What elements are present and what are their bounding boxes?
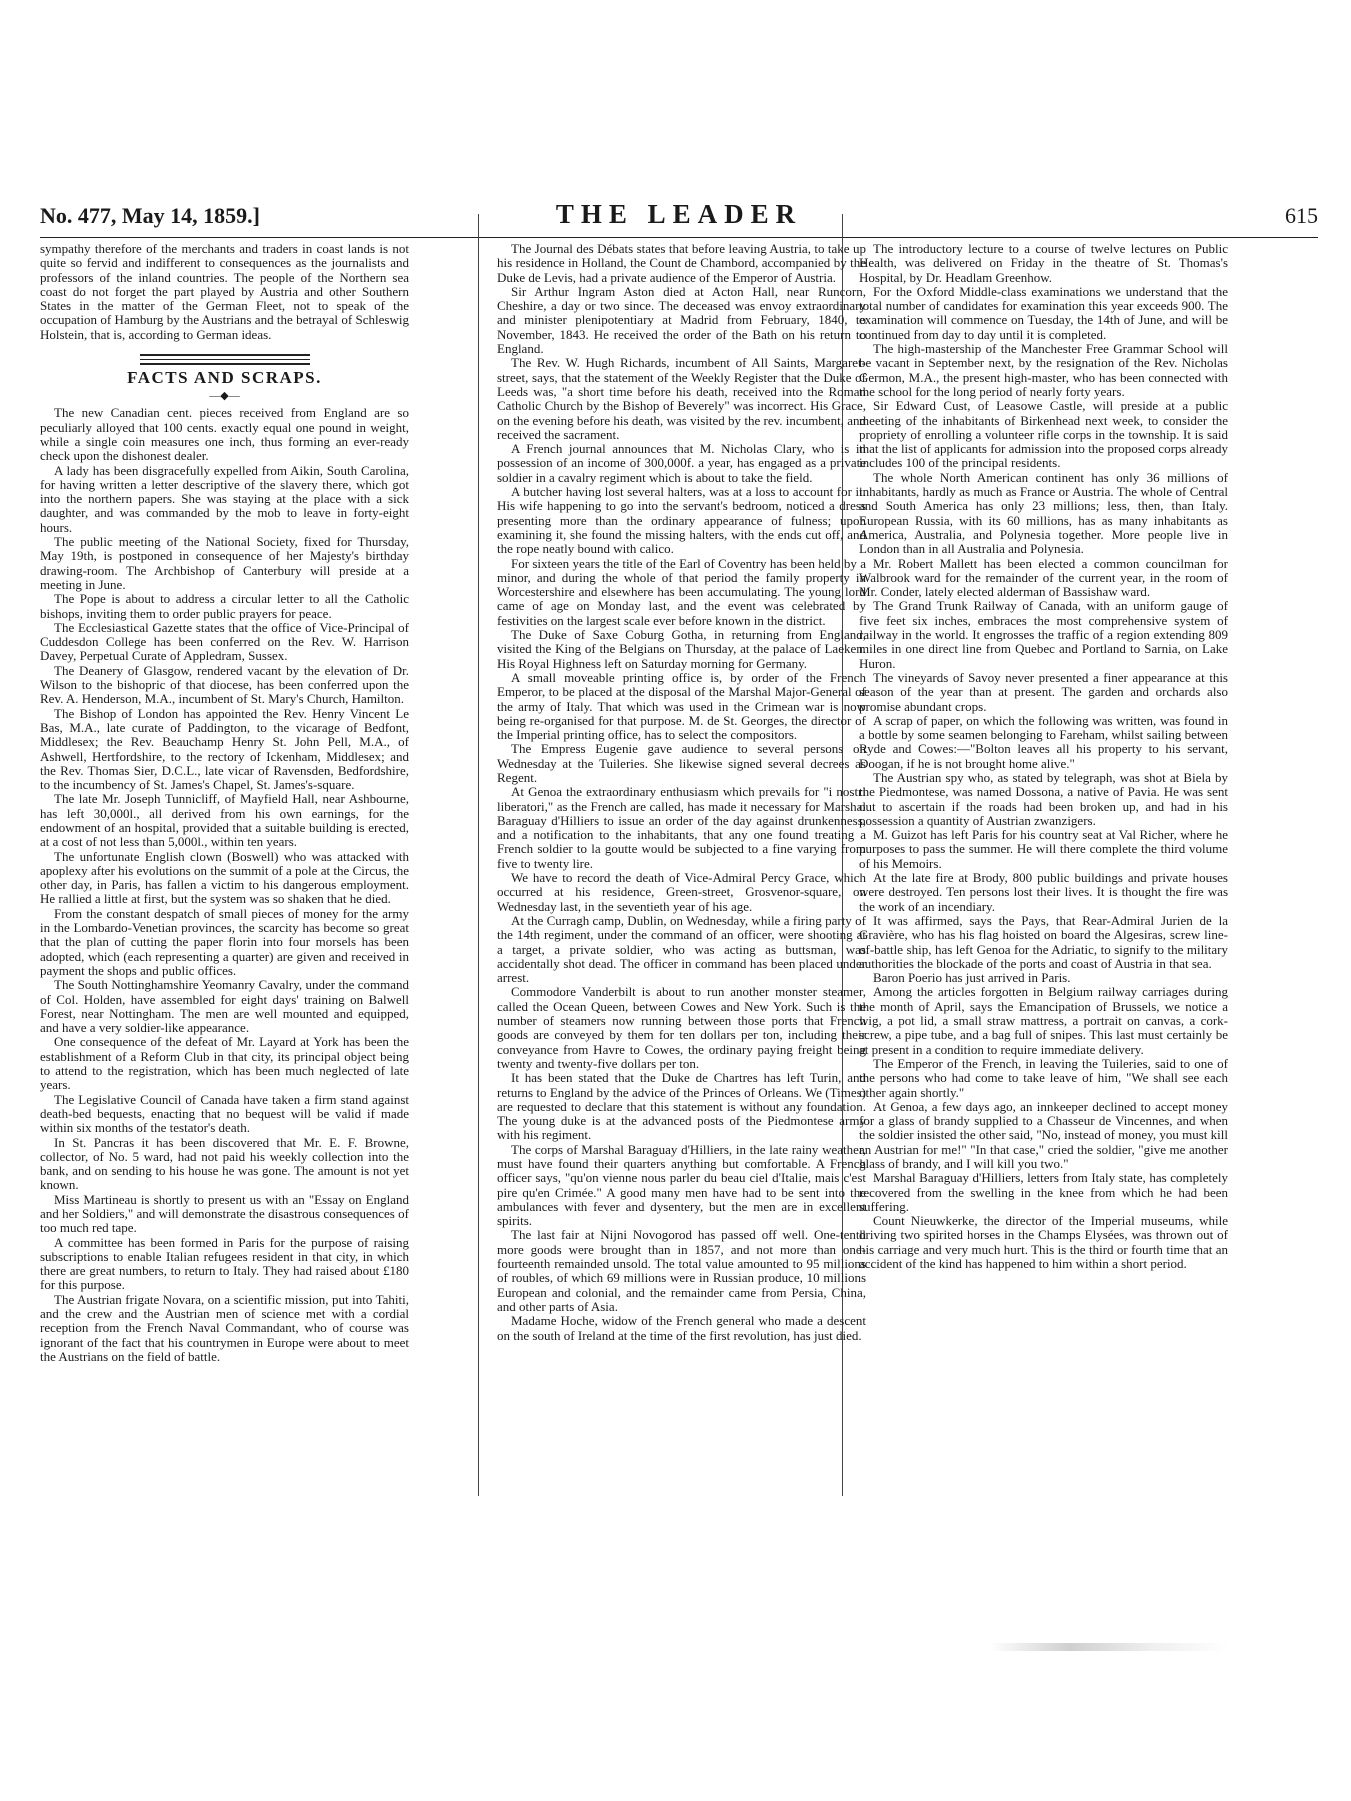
column-1 <box>40 242 409 1524</box>
article-paragraph: A butcher having lost several halters, was at a loss to account for it. His wife happening to go into the servant's bedroom, noticed a dress presenting more than the ordinary appearance of fulness; upon examining it, she found the missing halters, with the ends cut off, and the rope neatly bound with calico. <box>497 484 866 557</box>
article-paragraph: For the Oxford Middle-class examinations we understand that the total number of candidates for examination this year exceeds 900. The examination will commence on Tuesday, the 14th of June, and will be continued from day to day until it is completed. <box>859 283 1228 342</box>
article-paragraph: The Austrian frigate Novara, on a scientific mission, put into Tahiti, and the crew and the Austrian men of science met with a cordial reception from the French Naval Commandant, who of course was ignorant of the fact that his countrymen in Europe were about to meet the Austrians on the field of battle. <box>40 1291 409 1364</box>
article-paragraph: The South Nottinghamshire Yeomanry Cavalry, under the command of Col. Holden, have assembled for eight days' training on Balwell Forest, near Nottingham. The men are well mounted and equipped, and have a very soldier-like appearance. <box>40 977 409 1036</box>
article-paragraph: A lady has been disgracefully expelled from Aikin, South Carolina, for having written a letter descriptive of the slavery there, which got into the northern papers. She was staying at the place with a sick daughter, and was commanded by the mob to leave in forty-eight hours. <box>40 462 409 535</box>
article-paragraph: The corps of Marshal Baraguay d'Hilliers, in the late rainy weather, must have found their quarters anything but comfortable. A French officer says, "qu'on vienne nous parler du beau ciel d'Italie, mais c'est pire qu'en Crimée." A good many men have had to be sent into the ambulances with fever and dysentery, but the men are in excellent spirits. <box>497 1141 866 1229</box>
ornamental-dash: ―◆― <box>209 390 240 403</box>
article-paragraph: The high-mastership of the Manchester Free Grammar School will be vacant in September next, by the resignation of the Rev. Nicholas Germon, M.A., the present high-master, who has been connected with the school for the long period of nearly forty years. <box>859 341 1228 399</box>
section-title: FACTS AND SCRAPS. <box>127 368 322 388</box>
article-paragraph: The Journal des Débats states that before leaving Austria, to take up his residence in Holland, the Count de Chambord, accompanied by the Duke de Levis, had a private audience of the Emperor of Austria. <box>497 242 866 285</box>
article-paragraph: The new Canadian cent. pieces received from England are so peculiarly alloyed that 100 cents. exactly equal one pound in weight, while a single coin measures one inch, thus forming an ever-ready check upon the dishonest dealer. <box>40 405 409 464</box>
article-paragraph: The introductory lecture to a course of twelve lectures on Public Health, was delivered on Friday in the theatre of St. Thomas's Hospital, by Dr. Headlam Greenhow. <box>859 242 1228 285</box>
issue-date: No. 477, May 14, 1859.] <box>40 203 260 228</box>
article-paragraph: Marshal Baraguay d'Hilliers, letters from Italy state, has completely recovered from the swelling in the knee from which he had been suffering. <box>859 1170 1228 1214</box>
article-paragraph: Among the articles forgotten in Belgium railway carriages during the month of April, says the Emancipation of Brussels, we notice a wig, a pot lid, a small straw mattress, a portrait on canvas, a cork-screw, a pipe tube, and a bag full of snipes. This last must certainly be at present in a condition to require immediate delivery. <box>859 984 1228 1057</box>
article-paragraph: A committee has been formed in Paris for the purpose of raising subscriptions to enable Italian refugees resident in that city, in which there are great numbers, to return to Italy. They had raised about £180 for this purpose. <box>40 1234 409 1293</box>
article-paragraph: Sir Arthur Ingram Aston died at Acton Hall, near Runcorn, Cheshire, a day or two since. The deceased was envoy extraordinary and minister plenipotentiary at Madrid from February, 1840, to November, 1843. He received the order of the Bath on his return to England. <box>497 283 866 357</box>
article-paragraph: At Genoa the extraordinary enthusiasm which prevails for "i nostri liberatori," as the French are called, has made it necessary for Marshal Baraguay d'Hilliers to issue an order of the day against drunkenness, and a notification to the inhabitants, that any one found treating a French soldier to la goutte would be subjected to a fine varying from five to twenty lire. <box>497 784 866 871</box>
article-paragraph: At Genoa, a few days ago, an innkeeper declined to accept money for a glass of brandy supplied to a Chasseur de Vincennes, and when the soldier insisted the other said, "No, instead of money, you must kill an Austrian for me!" "In that case," cried the soldier, "give me another glass of brandy, and I will kill you two." <box>859 1098 1228 1171</box>
article-paragraph: The Empress Eugenie gave audience to several persons on Wednesday at the Tuileries. She likewise signed several decrees as Regent. <box>497 741 866 785</box>
article-paragraph: It was affirmed, says the Pays, that Rear-Admiral Jurien de la Gravière, who has his flag hoisted on board the Algesiras, screw line-of-battle ship, has left Genoa for the Adriatic, to signify to the military authorities the blockade of the ports and coast of Austria in that sea. <box>859 912 1228 971</box>
article-paragraph: We have to record the death of Vice-Admiral Percy Grace, which occurred at his residence, Green-street, Grosvenor-square, on Wednesday last, in the seventieth year of his age. <box>497 870 866 914</box>
article-paragraph: A French journal announces that M. Nicholas Clary, who is in possession of an income of 300,000f. a year, has engaged as a private soldier in a cavalry regiment which is about to take the field. <box>497 441 866 485</box>
article-paragraph: The Deanery of Glasgow, rendered vacant by the elevation of Dr. Wilson to the bishopric of that diocese, has been conferred upon the Rev. A. Henderson, M.A., incumbent of St. Mary's Church, Hamilton. <box>40 662 409 707</box>
article-paragraph: The Bishop of London has appointed the Rev. Henry Vincent Le Bas, M.A., late curate of Paddington, to the vicarage of Bedfont, Middlesex; the Rev. Beauchamp Henry St. John Pell, M.A., of Ashwell, Hertfordshire, to the rectory of Ickenham, Middlesex; and the Rev. Thomas Sier, D.C.L., late vicar of Ravensden, Bedfordshire, to the incumbency of St. James's Chapel, St. James's-square. <box>40 705 409 793</box>
article-paragraph: Baron Poerio has just arrived in Paris. <box>873 970 1071 986</box>
scan-smudge <box>990 1643 1230 1651</box>
article-paragraph: M. Guizot has left Paris for his country seat at Val Richer, where he purposes to pass the summer. He will there complete the third volume of his Memoirs. <box>859 827 1228 871</box>
header-rule <box>40 237 1318 238</box>
article-paragraph: In St. Pancras it has been discovered that Mr. E. F. Browne, collector, of No. 5 ward, had not paid his weekly collection into the bank, and on sending to his house he was gone. The amount is not yet known. <box>40 1134 409 1193</box>
article-paragraph: A small moveable printing office is, by order of the French Emperor, to be placed at the disposal of the Marshal Major-General of the army of Italy. That which was used in the Crimean war is now being re-organised for that purpose. M. de St. Georges, the director of the Imperial printing office, has to select the compositors. <box>497 669 866 743</box>
article-paragraph: One consequence of the defeat of Mr. Layard at York has been the establishment of a Reform Club in that city, its principal object being to attend to the registration, which has been much neglected of late years. <box>40 1034 409 1093</box>
article-paragraph: At the Curragh camp, Dublin, on Wednesday, while a firing party of the 14th regiment, under the command of an officer, were shooting at a target, a private soldier, who was acting as buttsman, was accidentally shot dead. The officer in command has been placed under arrest. <box>497 912 866 986</box>
article-paragraph: The whole North American continent has only 36 millions of inhabitants, hardly as much as France or Austria. The whole of Central and South America has only 23 millions; less, then, than Italy. European Russia, with its 60 millions, has as many inhabitants as America, Australia, and Polynesia together. More people live in London than in all Australia and Polynesia. <box>859 469 1228 557</box>
article-paragraph: The late Mr. Joseph Tunnicliff, of Mayfield Hall, near Ashbourne, has left 30,000l., all derived from his own earnings, for the endowment of an hospital, provided that a suitable building is erected, at a cost of not less than 5,000l., within ten years. <box>40 791 409 850</box>
article-paragraph: The Duke of Saxe Coburg Gotha, in returning from England, visited the King of the Belgians on Thursday, at the palace of Laeken. His Royal Highness left on Saturday morning for Germany. <box>497 627 866 671</box>
article-paragraph: Sir Edward Cust, of Leasowe Castle, will preside at a public meeting of the inhabitants of Birkenhead next week, to consider the propriety of enrolling a volunteer rifle corps in the township. It is said that the list of applicants for admission into the proposed corps already includes 100 of the principal residents. <box>859 398 1228 471</box>
article-paragraph: The Ecclesiastical Gazette states that the office of Vice-Principal of Cuddesdon College has been conferred on the Rev. W. Harrison Davey, Perpetual Curate of Appledram, Sussex. <box>40 619 409 664</box>
article-paragraph: A scrap of paper, on which the following was written, was found in a bottle by some seamen belonging to Fareham, whilst sailing between Ryde and Cowes:—"Bolton leaves all his property to his servant, Doogan, if he is not brought home alive." <box>859 712 1228 771</box>
article-paragraph: For sixteen years the title of the Earl of Coventry has been held by a minor, and during the whole of that period the family property in Worcestershire and elsewhere has been accumulating. The young lord came of age on Monday last, and the event was celebrated by festivities on the largest scale ever before known in the district. <box>497 555 866 628</box>
article-paragraph: From the constant despatch of small pieces of money for the army in the Lombardo-Venetian provinces, the scarcity has become so great that the plan of cutting the paper florin into four morsels has been adopted, which (each representing a quarter) are given and received in payment the shops and public offices. <box>40 905 409 978</box>
article-paragraph: Count Nieuwkerke, the director of the Imperial museums, while driving two spirited horses in the Champs Elysées, was thrown out of his carriage and very much hurt. This is the third or fourth time that an accident of the kind has happened to him within a short period. <box>859 1213 1228 1272</box>
column-divider <box>478 214 479 1496</box>
article-paragraph: The Rev. W. Hugh Richards, incumbent of All Saints, Margaret-street, says, that the statement of the Weekly Register that the Duke of Leeds was, "a short time before his death, received into the Roman Catholic Church by the Bishop of Beverely" was incorrect. His Grace, on the evening before his death, was visited by the rev. incumbent, and received the sacrament. <box>497 355 866 442</box>
article-paragraph: At the late fire at Brody, 800 public buildings and private houses were destroyed. Ten persons lost their lives. It is thought the fire was the work of an incendiary. <box>859 870 1228 914</box>
article-paragraph: The public meeting of the National Society, fixed for Thursday, May 19th, is postponed in consequence of her Majesty's birthday drawing-room. The Archbishop of Canterbury will preside at a meeting in June. <box>40 534 409 592</box>
article-paragraph: Commodore Vanderbilt is about to run another monster steamer, called the Ocean Queen, between Cowes and New York. Such is the number of steamers now running between those ports that French goods are conveyed by them for ten dollars per ton, including their conveyance from Havre to Cowes, the ordinary paying freight being twenty and twenty-five dollars per ton. <box>497 984 866 1071</box>
masthead-title: THE LEADER <box>555 199 803 229</box>
article-paragraph: The Grand Trunk Railway of Canada, with an uniform gauge of five feet six inches, embraces the most comprehensive system of railway in the world. It engrosses the traffic of a region extending 809 miles in one direct line from Quebec and Portland to Sarnia, on Lake Huron. <box>859 598 1228 671</box>
article-paragraph: The unfortunate English clown (Boswell) who was attacked with apoplexy after his evolutions on the summit of a pole at the Circus, the other day, in Paris, has fallen a victim to his dangerous employment. He rallied a little at first, but the system was so shaken that he died. <box>40 848 409 907</box>
column-3 <box>859 242 1228 1524</box>
article-paragraph: The last fair at Nijni Novogorod has passed off well. One-tenth more goods were brought than in 1857, and not more than one-fourteenth remainded unsold. The total value amounted to 95 millions of roubles, of which 69 millions were in Russian produce, 10 millions European and colonial, and the remainder came from Persia, China, and other parts of Asia. <box>497 1227 866 1314</box>
article-paragraph: The Legislative Council of Canada have taken a firm stand against death-bed bequests, enacting that no bequest will be valid if made within six months of the testator's death. <box>40 1091 409 1136</box>
section-ornament-rule <box>140 354 310 365</box>
article-paragraph: The vineyards of Savoy never presented a finer appearance at this season of the year than at present. The garden and orchards also promise abundant crops. <box>859 669 1228 714</box>
article-paragraph: Madame Hoche, widow of the French general who made a descent on the south of Ireland at the time of the first revolution, has just died. <box>497 1313 866 1343</box>
page-header <box>40 195 1318 235</box>
article-paragraph: The Austrian spy who, as stated by telegraph, was shot at Biela by the Piedmontese, was named Dossona, a native of Pavia. He was sent out to ascertain if the roads had been broken up, and had in his possession a quantity of Austrian zwanzigers. <box>859 769 1228 828</box>
article-paragraph: Mr. Robert Mallett has been elected a common councilman for Walbrook ward for the remainder of the current year, in the room of Mr. Conder, lately elected alderman of Bassishaw ward. <box>859 555 1228 600</box>
page-number: 615 <box>1285 203 1318 228</box>
article-paragraph: sympathy therefore of the merchants and traders in coast lands is not quite so fervid and indifferent to consequences as the journalists and professors of the inland countries. The people of the Northern sea coast do not forget the part played by Austria and other Southern States in the matter of the German Fleet, not to speak of the occupation of Hamburg by the Austrians and the betrayal of Schleswig Holstein, that is, according to German ideas. <box>40 242 409 342</box>
article-paragraph: Miss Martineau is shortly to present us with an "Essay on England and her Soldiers," and will demonstrate the disastrous consequences of too much red tape. <box>40 1191 409 1236</box>
article-paragraph: The Pope is about to address a circular letter to all the Catholic bishops, inviting them to order public prayers for peace. <box>40 591 409 621</box>
article-paragraph: The Emperor of the French, in leaving the Tuileries, said to one of the persons who had come to take leave of him, "We shall see each other again shortly." <box>859 1055 1228 1100</box>
column-2 <box>497 242 866 1524</box>
article-paragraph: It has been stated that the Duke de Chartres has left Turin, and returns to England by the advice of the Princes of Orleans. We (Times) are requested to declare that this statement is without any foundation. The young duke is at the advanced posts of the Piedmontese army with his regiment. <box>497 1070 866 1143</box>
